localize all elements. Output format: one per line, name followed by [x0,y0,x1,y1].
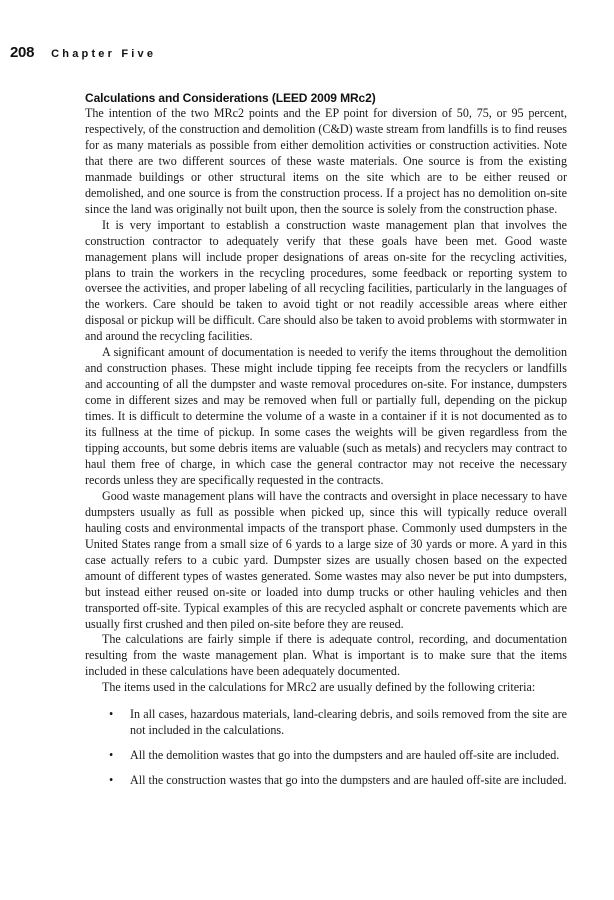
list-item [85,773,567,789]
bullet-icon: • [109,707,114,722]
section-heading: Calculations and Considerations (LEED 2009 MRc2) [85,91,376,105]
criteria-list [85,707,567,789]
list-item [85,748,567,764]
paragraph: A significant amount of documentation is needed to verify the items throughout the demolition and construction phases. These might include tipping fee receipts from the recyclers or landfills and accounting of all the dumpster and waste removal procedures on-site. For instance, dumpsters come in different sizes and may be removed when full or partially full, depending on the pickup times. It is difficult to determine the volume of a waste in a container if it is not documented as to its fullness at the time of pickup. In some cases the weights will be given regardless from the tipping accounts, but some debris items are valuable (such as metals) and recyclers may contract to haul them free of charge, in which case the general contractor may not receive the necessary records unless they are specifically requested in the contracts. [85,345,567,487]
list-item-text: All the construction wastes that go into the dumpsters and are hauled off-site are included. [130,773,567,788]
list-item-text: All the demolition wastes that go into the dumpsters and are hauled off-site are included. [130,748,560,763]
bullet-icon: • [109,773,114,788]
bullet-icon: • [109,748,114,763]
paragraph: It is very important to establish a construction waste management plan that involves the construction contractor to adequately verify that these goals have been met. Good waste management plans will include proper designations of areas on-site for the recycling activities, plans to train the workers in the recycling procedures, some feedback or reporting system to oversee the activities, and proper labeling of all recycling facilities, particularly in the languages of the workers. Care should be taken to avoid tight or not readily accessible areas where either disposal or pickup will be difficult. Care should also be taken to avoid problems with stormwater in and around the recycling facilities. [85,217,567,344]
chapter-title: Chapter Five [51,48,157,60]
running-header [10,44,156,64]
paragraph: The intention of the two MRc2 points and the EP point for diversion of 50, 75, or 95 percent, respectively, of the construction and demolition (C&D) waste stream from landfills is to find reuses for as many materials as possible from either demolition activities or construction activities. Note that there are two different sources of these waste materials. One source is from the existing manmade buildings or other structural items on the site which are to be either reused or demolished, and one source is from the construction process. If a project has no demolition on-site since the land was originally not built upon, then the source is solely from the construction phase. [85,106,567,216]
paragraph: The items used in the calculations for MRc2 are usually defined by the following criteria: [102,680,536,695]
page-number: 208 [10,44,35,61]
list-item-text: In all cases, hazardous materials, land-clearing debris, and soils removed from the site are not included in the calculations. [130,707,567,738]
list-item [85,707,567,739]
main-content [85,90,567,798]
paragraph: Good waste management plans will have the contracts and oversight in place necessary to have dumpsters usually as full as possible when picked up, since this will typically reduce overall hauling costs and environmental impacts of the transport phase. Commonly used dumpsters in the United States range from a small size of 6 yards to a large size of 30 yards or more. A yard in this case actually refers to a cubic yard. Dumpster sizes are usually chosen based on the expected amount of different types of wastes generated. Some wastes may also never be put into dumpsters, but instead either reused on-site or loaded into dump trucks or other hauling vehicles and then transported off-site. Typical examples of this are recycled asphalt or concrete pavements which are usually first crushed and then piled on-site before they are reused. [85,488,567,631]
paragraph: The calculations are fairly simple if there is adequate control, recording, and documentation resulting from the waste management plan. What is important is to make sure that the items included in these calculations have been adequately documented. [85,632,567,679]
